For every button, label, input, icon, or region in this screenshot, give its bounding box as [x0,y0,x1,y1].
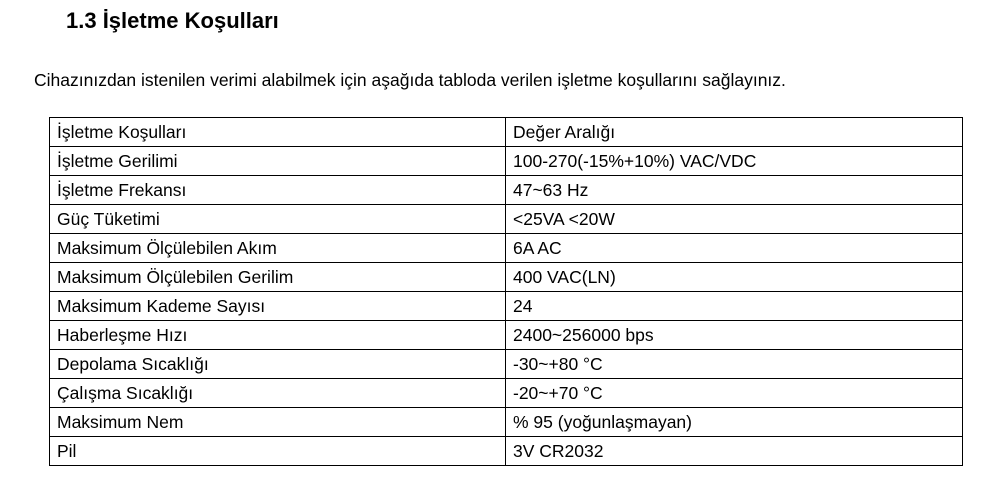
table-cell-value: 3V CR2032 [506,437,963,466]
table-cell-label: Güç Tüketimi [50,205,506,234]
table-cell-label: Pil [50,437,506,466]
header-cell-value-range: Değer Aralığı [506,118,963,147]
table-row [50,437,963,466]
table-cell-label: Maksimum Nem [50,408,506,437]
table-row [50,147,963,176]
intro-text: Cihazınızdan istenilen verimi alabilmek için aşağıda tabloda verilen işletme koşullarını sağlayınız. [34,70,786,90]
table-row [50,176,963,205]
table-header-row [50,118,963,147]
table-row [50,263,963,292]
table-cell-label: Çalışma Sıcaklığı [50,379,506,408]
table-row [50,408,963,437]
table-cell-value: % 95 (yoğunlaşmayan) [506,408,963,437]
table-cell-value: -30~+80 °C [506,350,963,379]
table-cell-label: İşletme Gerilimi [50,147,506,176]
table-cell-label: Maksimum Ölçülebilen Akım [50,234,506,263]
table-cell-label: İşletme Frekansı [50,176,506,205]
table-row [50,292,963,321]
table-row [50,379,963,408]
header-cell-condition: İşletme Koşulları [50,118,506,147]
table-cell-value: 2400~256000 bps [506,321,963,350]
table-cell-label: Maksimum Kademe Sayısı [50,292,506,321]
table-cell-label: Depolama Sıcaklığı [50,350,506,379]
table-cell-value: 6A AC [506,234,963,263]
table-row [50,205,963,234]
table-cell-value: 100-270(-15%+10%) VAC/VDC [506,147,963,176]
table-cell-value: 400 VAC(LN) [506,263,963,292]
table-cell-label: Haberleşme Hızı [50,321,506,350]
table-cell-value: 47~63 Hz [506,176,963,205]
table-cell-value: -20~+70 °C [506,379,963,408]
table-cell-label: Maksimum Ölçülebilen Gerilim [50,263,506,292]
table-row [50,321,963,350]
table-cell-value: 24 [506,292,963,321]
table-row [50,350,963,379]
operating-conditions-table [49,117,963,466]
table-row [50,234,963,263]
section-title: 1.3 İşletme Koşulları [66,8,279,33]
table-cell-value: <25VA <20W [506,205,963,234]
